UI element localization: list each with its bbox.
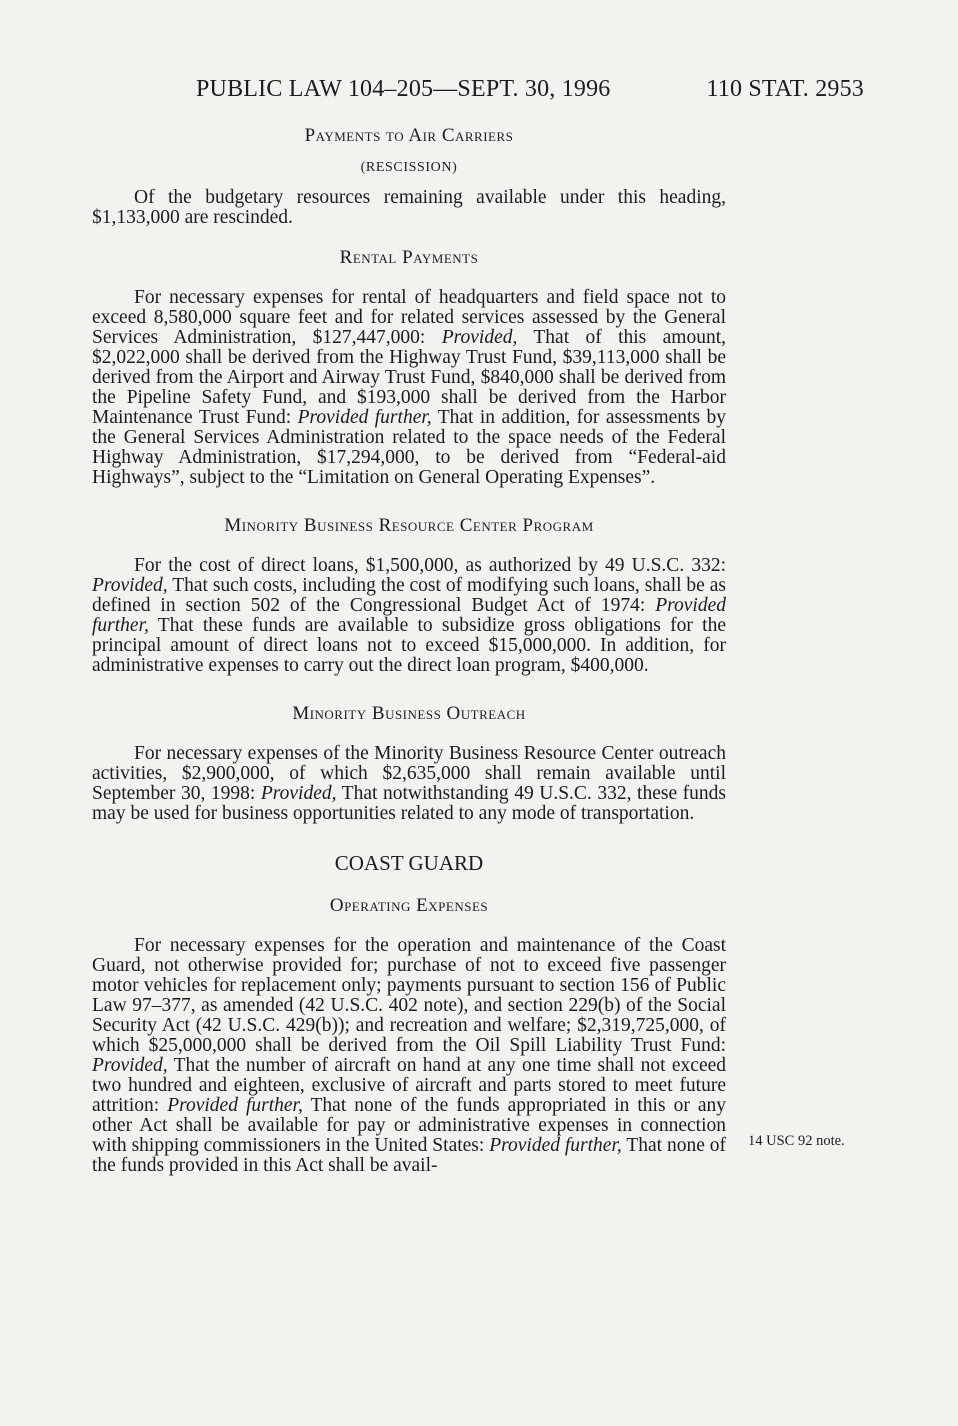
running-head-page-number: 110 STAT. 2953 (706, 76, 864, 102)
paragraph-rental-payments: For necessary expenses for rental of headquarters and field space not to exceed 8,580,000 square feet and for related services assessed by the General Services Administration, $127,447,000: Provided, That of this amount, $2,022,000 shall be derived from the Highway Trust Fund, $39,113,000 shall be derived from the Airport and Airway Trust Fund, $840,000 shall be derived from the Pipeline Safety Fund, and $193,000 shall be derived from the Harbor Maintenance Trust Fund: Provided further, That in addition, for assessments by the General Services Administration related to the space needs of the Federal Highway Administration, $17,294,000, to be derived from “Federal-aid Highways”, subject to the “Limitation on General Operating Expenses”. (92, 287, 726, 488)
heading-minority-business-resource-center-program: Minority Business Resource Center Program (224, 515, 594, 536)
heading-minority-business-outreach: Minority Business Outreach (292, 703, 526, 724)
paragraph-payments-to-air-carriers: Of the budgetary resources remaining available under this heading, $1,133,000 are rescinded. (92, 187, 726, 228)
subheading-rescission: (RESCISSION) (360, 160, 458, 175)
heading-coast-guard: COAST GUARD (334, 851, 484, 875)
margin-note-usc-citation: 14 USC 92 note. (748, 1133, 845, 1149)
heading-rental-payments: Rental Payments (339, 247, 479, 268)
heading-payments-to-air-carriers: Payments to Air Carriers (304, 125, 514, 146)
paragraph-operating-expenses: For necessary expenses for the operation and maintenance of the Coast Guard, not otherwise provided for; purchase of not to exceed five passenger motor vehicles for replacement only; payments pursuant to section 156 of Public Law 97–377, as amended (42 U.S.C. 402 note), and section 229(b) of the Social Security Act (42 U.S.C. 429(b)); and recreation and welfare; $2,319,725,000, of which $25,000,000 shall be derived from the Oil Spill Liability Trust Fund: Provided, That the number of aircraft on hand at any one time shall not exceed two hundred and eighteen, exclusive of aircraft and parts stored to meet future attrition: Provided further, That none of the funds appropriated in this or any other Act shall be available for pay or administrative expenses in connection with shipping commissioners in the United States: Provided further, That none of the funds provided in this Act shall be avail- (92, 935, 727, 1176)
heading-operating-expenses: Operating Expenses (329, 895, 489, 916)
paragraph-minority-business-outreach: For necessary expenses of the Minority Business Resource Center outreach activities, $2,900,000, of which $2,635,000 shall remain available until September 30, 1998: Provided, That notwithstanding 49 U.S.C. 332, these funds may be used for business opportunities related to any mode of transportation. (92, 743, 726, 824)
running-head-citation: PUBLIC LAW 104–205—SEPT. 30, 1996 (196, 76, 611, 102)
paragraph-mbrc-program: For the cost of direct loans, $1,500,000, as authorized by 49 U.S.C. 332: Provided, That such costs, including the cost of modifying such loans, shall be as defined in section 502 of the Congressional Budget Act of 1974: Provided further, That these funds are available to subsidize gross obligations for the principal amount of direct loans not to exceed $15,000,000. In addition, for administrative expenses to carry out the direct loan program, $400,000. (92, 555, 726, 676)
document-body (92, 124, 726, 1176)
